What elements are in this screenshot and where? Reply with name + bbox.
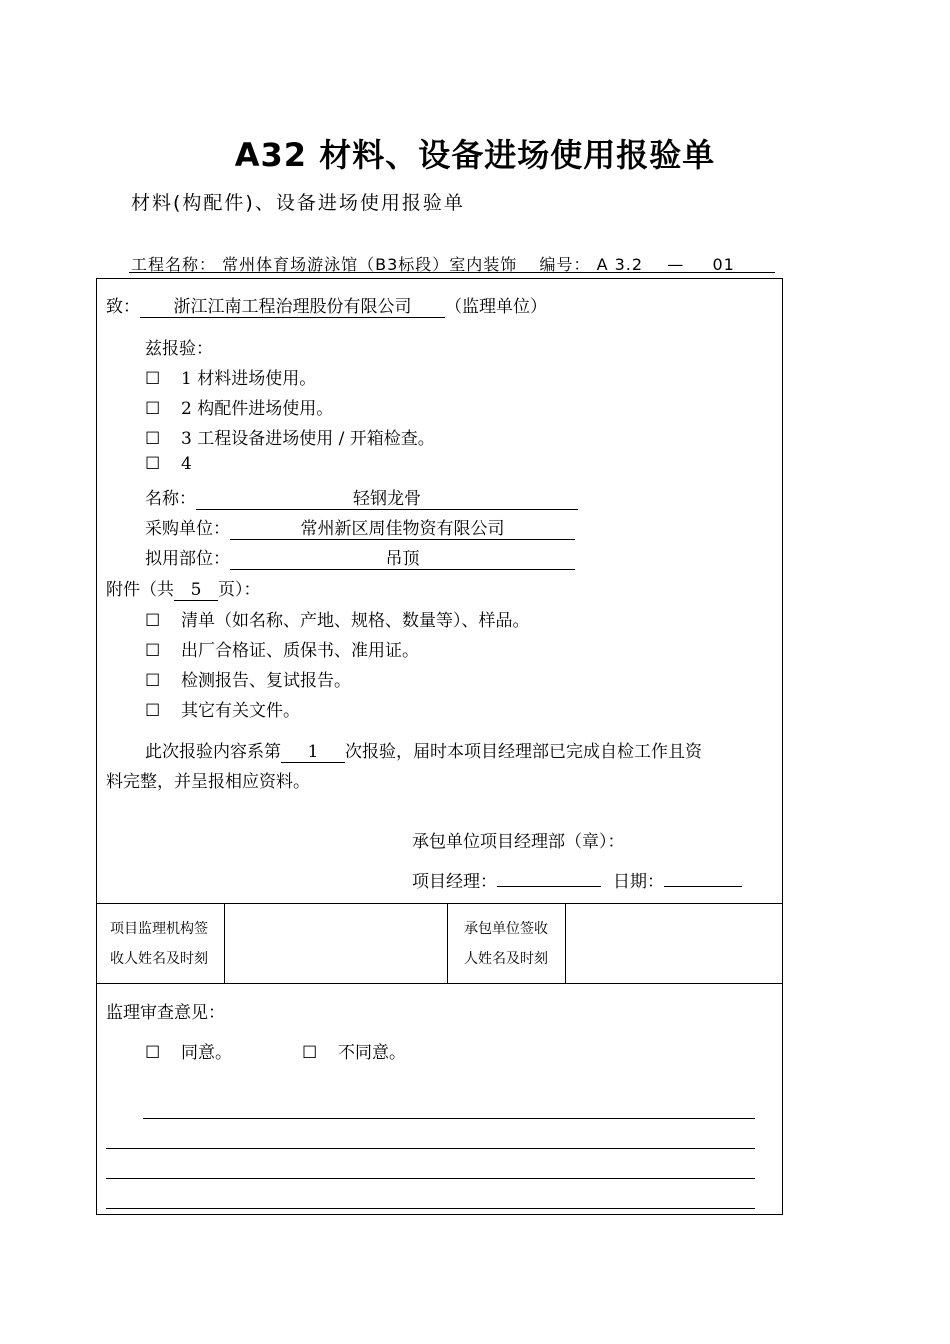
project-line-underline (129, 272, 775, 273)
statement-count[interactable]: 1 (281, 742, 345, 763)
project-code-value: A 3.2 (596, 255, 644, 274)
option-label: 2 构配件进场使用。 (181, 399, 334, 419)
project-code-dash: — (667, 255, 685, 274)
checkbox-icon[interactable]: ☐ (302, 1043, 318, 1063)
option-label: 1 材料进场使用。 (181, 369, 317, 389)
field-location-label: 拟用部位： (145, 549, 230, 569)
addressee-line (106, 292, 547, 318)
checkbox-icon[interactable]: ☐ (145, 399, 161, 419)
option-other (145, 454, 192, 474)
review-options (145, 1038, 406, 1063)
contractor-receiver-label: 承包单位签收 (464, 921, 548, 937)
page-title: A32 材料、设备进场使用报验单 (234, 136, 716, 174)
option-equipment (145, 424, 435, 449)
checkbox-icon[interactable]: ☐ (145, 611, 161, 631)
field-supplier-label: 采购单位： (145, 519, 230, 539)
option-label: 3 工程设备进场使用 / 开箱检查。 (181, 429, 435, 449)
checkbox-icon[interactable]: ☐ (145, 1043, 161, 1063)
review-comment-line[interactable] (143, 1118, 755, 1119)
checkbox-icon[interactable]: ☐ (145, 369, 161, 389)
project-name-label: 工程名称： (131, 255, 217, 274)
attachments-line (106, 575, 261, 601)
contractor-receiver-label: 人姓名及时刻 (464, 951, 548, 967)
date-label: 日期： (613, 872, 664, 892)
field-name-label: 名称： (145, 489, 196, 509)
checkbox-icon[interactable]: ☐ (145, 701, 161, 721)
checkbox-icon[interactable]: ☐ (145, 454, 161, 474)
checkbox-icon[interactable]: ☐ (145, 671, 161, 691)
statement-line-1 (145, 737, 702, 763)
field-location-value[interactable]: 吊顶 (230, 549, 575, 570)
divider (447, 903, 448, 983)
divider (96, 903, 783, 904)
review-agree-label: 同意。 (181, 1043, 232, 1063)
attachment-item (145, 666, 351, 691)
attachment-item (145, 696, 300, 721)
addressee-suffix: （监理单位） (445, 297, 547, 317)
intro-text: 兹报验： (145, 339, 213, 359)
review-disagree-label: 不同意。 (338, 1043, 406, 1063)
attachments-pages[interactable]: 5 (174, 580, 218, 601)
date-field[interactable] (664, 886, 742, 887)
option-material (145, 364, 316, 389)
project-code-label: 编号： (539, 255, 591, 274)
supervisor-receiver-field[interactable] (226, 905, 446, 982)
statement-part2: 次报验，届时本项目经理部已完成自检工作且资 (345, 742, 702, 762)
attachment-item (145, 606, 530, 631)
project-code-seq: 01 (712, 255, 735, 274)
attachments-prefix: 附件（共 (106, 580, 174, 600)
addressee-unit: 浙江江南工程治理股份有限公司 (140, 297, 445, 318)
attachment-label: 出厂合格证、质保书、准用证。 (181, 641, 419, 661)
contractor-sign-line (412, 867, 742, 892)
review-comment-line[interactable] (106, 1208, 755, 1209)
review-comment-line[interactable] (106, 1178, 755, 1179)
review-comment-line[interactable] (106, 1148, 755, 1149)
contractor-receiver-field[interactable] (567, 905, 781, 982)
field-supplier (145, 514, 575, 540)
statement-part1: 此次报验内容系第 (145, 742, 281, 762)
divider (224, 903, 225, 983)
field-name-value[interactable]: 轻钢龙骨 (196, 489, 578, 510)
contractor-dept: 承包单位项目经理部（章）： (412, 832, 625, 852)
supervisor-receiver-label: 收人姓名及时刻 (110, 951, 208, 967)
checkbox-icon[interactable]: ☐ (145, 429, 161, 449)
addressee-prefix: 致： (106, 297, 140, 317)
attachment-label: 检测报告、复试报告。 (181, 671, 351, 691)
option-components (145, 394, 333, 419)
project-name-value: 常州体育场游泳馆（B3标段）室内装饰 (222, 255, 518, 274)
checkbox-icon[interactable]: ☐ (145, 641, 161, 661)
supervisor-receiver-label: 项目监理机构签 (110, 921, 208, 937)
attachments-suffix: 页）： (218, 580, 261, 600)
manager-signature-field[interactable] (497, 886, 601, 887)
field-name (145, 484, 578, 510)
attachment-item (145, 636, 419, 661)
statement-line-2: 料完整，并呈报相应资料。 (106, 772, 310, 792)
divider (96, 983, 783, 984)
manager-label: 项目经理： (412, 872, 497, 892)
attachment-label: 清单（如名称、产地、规格、数量等）、样品。 (181, 611, 530, 631)
page-subtitle: 材料(构配件)、设备进场使用报验单 (131, 192, 465, 214)
divider (565, 903, 566, 983)
option-label: 4 (181, 454, 192, 474)
review-label: 监理审查意见： (106, 1003, 225, 1023)
field-supplier-value[interactable]: 常州新区周佳物资有限公司 (230, 519, 575, 540)
field-location (145, 544, 575, 570)
attachment-label: 其它有关文件。 (181, 701, 300, 721)
